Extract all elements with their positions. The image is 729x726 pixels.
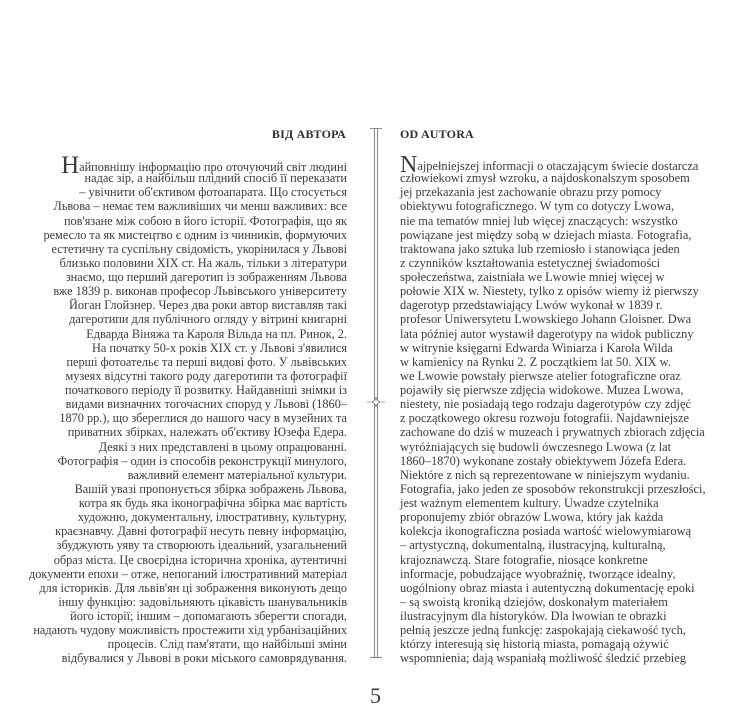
text-line-content: початкового періоду її розвитку. Найдавніші знімки із [65,383,347,397]
text-line [29,228,347,242]
text-line [400,609,706,623]
text-line-content: приватних збірках, належать об'єктиву Юзефа Едера. [67,425,347,440]
text-line [29,567,347,581]
text-line [29,298,347,312]
text-line-content: На початку 50-х років XIX ст. у Львові з'явилися [92,340,347,355]
text-line [400,383,706,397]
text-line [29,496,347,510]
text-line-content: айповнішу інформацію про оточуючий світ людині [79,160,347,174]
text-line-content: Niektóre z nich są reprezentowane w niniejszym wydaniu. [400,467,690,482]
text-line [29,411,347,425]
text-line-content: пов'язане між собою в його історії. Фотографія, що як [63,213,347,228]
text-line [400,440,706,454]
text-line [29,185,347,199]
text-line-content: – są swoistą kroniką dziejów, doskonałym materiałem [400,594,668,609]
text-line [400,454,706,468]
text-line [400,270,706,284]
text-line [400,425,706,439]
text-line [29,482,347,496]
text-line [29,383,347,397]
text-line-content: образ міста. Це своєрідна історична хроніка, аутентичні [53,552,347,567]
text-line [400,228,706,242]
text-line [400,637,706,651]
text-line [400,651,706,665]
text-line-content: powiązane jest między sobą w dziejach miasta. Fotografia, [400,227,692,242]
text-line-content: іншу функцію: задовільняють цікавість шанувальників [58,594,347,609]
drop-cap: Н [61,152,80,179]
text-line-content: połowie XIX w. Niestety, tylko z opisów wiemy iż pierwszy [400,284,699,299]
text-line [400,510,706,524]
divider-ornament-icon [367,396,385,408]
text-line-content: informacje, pobudzające wyobraźnię, tworzące idealny, [400,566,676,581]
text-line-content: w witrynie księgarni Edwarda Winiarza i Karola Wilda [400,340,673,355]
drop-cap: N [400,152,418,178]
text-line-content: lata później autor wystawił dagerotypy na widok publiczny [400,326,694,341]
text-line-content: 1870 рр.), що збереглися до нашого часу в музейних та [59,411,347,426]
text-line [29,327,347,341]
text-line [29,538,347,552]
text-line [400,581,706,595]
text-line-content: profesor Uniwersytetu Lwowskiego Johann Gloisner. Dwa [400,312,692,327]
text-line-content: Едварда Віняжа та Кароля Вільда на пл. Ринок, 2. [86,326,347,341]
text-line [29,397,347,411]
text-line-content: społeczeństwa, zaistniała we Lwowie mniej więcej w [400,270,665,284]
text-line-content: uogólniony obraz miasta i autentyczną dokumentację epoki [400,580,695,595]
text-line-content: надає зір, а найбільш плідний спосіб її переказати [84,171,347,186]
text-line [400,524,706,538]
text-line-content: proponujemy zbiór obrazów Lwowa, który jak każda [400,510,664,525]
text-line-content: wspomnienia; dają wspaniałą możliwość śledzić przebieg [400,651,686,666]
text-line [29,524,347,538]
text-line [400,369,706,383]
text-line-content: надають чудову можливість простежити хід урбанізаційних [33,623,347,638]
text-line [29,637,347,651]
text-line-content: документи епохи – отже, непоганий ілюстративний матеріал [28,566,347,581]
text-line [400,214,706,228]
text-line-content: естетичну та суспільну свідомість, укорінилася у Львові [51,241,347,256]
text-line [400,199,706,213]
divider-top-cap [370,128,382,129]
text-line [29,553,347,567]
text-line-content: процесів. Слід пам'ятати, що найбільші зміни [107,637,347,652]
divider-bottom-cap [370,657,382,658]
text-line [400,595,706,609]
divider-rule-left [374,128,375,658]
text-line-content: jej przekazania jest zachowanie obrazu przy pomocy [400,185,662,200]
text-line [29,341,347,355]
text-line-content: 1860–1870) wykonane zostały obiektywem Józefa Edera. [400,453,687,468]
text-line-content: Fotografia, jako jeden ze sposobów rekonstrukcji przeszłości, [400,481,706,496]
text-line-content: знаємо, що перший дагеротип із зображенням Львова [65,270,347,284]
text-line [400,152,706,178]
text-line-content: człowiekowi zmysł wzroku, a najdoskonalszym sposobem [400,171,690,186]
text-line-content: we Lwowie powstały pierwsze atelier fotograficzne oraz [400,368,681,383]
text-line-content: збуджують уяву та створюють ідеальний, узагальнений [56,538,347,553]
text-line [400,327,706,341]
text-line-content: краєзнавчу. Давні фотографії несуть певну інформацію, [55,524,347,539]
text-line-content: його історії; іншим – допомагають зберегти спогади, [70,609,347,623]
text-line-content: obiektywu fotograficznego. W tym co dotyczy Lwowa, [400,199,675,214]
heading-ukrainian: ВІД АВТОРА [271,127,346,141]
text-line [400,355,706,369]
text-line-content: Вашій увазі пропонується збірка зображень Львова, [74,481,347,496]
text-line [29,369,347,383]
text-line [29,284,347,298]
text-line [400,538,706,552]
text-line-content: z czynników kształtowania estetycznej świadomości [400,255,661,270]
text-line [400,397,706,411]
text-line-content: z początkowego okresu rozwoju fotografii. Najdawniejsze [400,411,690,426]
text-line-content: kolekcja ikonograficzna posiada wartość wielowymiarową [400,524,692,539]
text-line-content: близько половини XIX ст. На жаль, тільки з літератури [59,255,347,270]
text-line-content: котра як будь яка іконографічна збірка має вартість [78,496,347,510]
text-line [29,312,347,326]
text-line-content: відбувалися у Львові в роки міського самоврядування. [61,651,347,666]
text-line [400,284,706,298]
text-line-content: niestety, nie posiadają tego rodzaju dagerotypów czy zdjęć [400,397,691,412]
column-polish-text [400,152,706,666]
text-line-content: ilustracyjnym dla historyków. Dla lwowian te obrazki [400,609,667,623]
text-line [400,256,706,270]
text-line [29,440,347,454]
text-line-content: вже 1839 р. виконав професор Львівського університету [53,284,347,299]
text-line-content: pojawiły się pierwsze zdjęcia widokowe. Muzea Lwowa, [400,383,684,397]
text-line-content: ремесло та як мистецтво є одним із чинників, формуючих [43,227,347,242]
text-line-content: – artystyczną, dokumentalną, ilustracyjną, kulturalną, [400,538,666,553]
text-line-content: видами визначних тогочасних споруд у Львові (1860– [65,397,347,412]
text-line-content: Львова – немає тем важливіших чи менш важливих: все [53,199,347,214]
page-number: 5 [370,683,381,708]
text-line-content: nie ma tematów mniej lub więcej znaczących: wszystko [400,213,678,228]
text-line [29,270,347,284]
text-line-content: художню, документальну, ілюстративну, культурну, [77,510,347,525]
text-line-content: zachowane do dziś w muzeach i prywatnych zbiorach zdjęcia [400,425,705,440]
text-line [400,496,706,510]
text-line-content: перші фотоательє та перші видові фото. У львівських [66,354,347,369]
heading-polish: OD AUTORA [400,127,474,141]
text-line [29,425,347,439]
text-line-content: Деякі з них представлені в цьому опрацюванні. [98,439,347,454]
text-line [400,553,706,567]
text-line [29,242,347,256]
text-line-content: Фотографія – один із способів реконструкції минулого, [57,453,347,468]
text-line [29,468,347,482]
text-line-content: jest ważnym elementem kultury. Uwadze czytelnika [400,496,659,510]
text-line-content: w kamienicy na Rynku 2. Z początkiem lat 50. XIX w. [400,354,671,369]
center-divider [369,128,383,658]
text-line [400,312,706,326]
text-line [29,214,347,228]
text-line [400,623,706,637]
text-line [400,341,706,355]
text-line-content: важливий елемент матеріальної культури. [127,467,347,482]
text-line [400,468,706,482]
text-line [400,411,706,425]
text-line [400,482,706,496]
text-line [400,185,706,199]
text-line-content: – увічнити об'єктивом фотоапарата. Що стосується [79,185,347,200]
text-line [29,355,347,369]
text-line [29,581,347,595]
divider-rule-right [377,128,378,658]
text-line [29,651,347,665]
text-line-content: którzy interesują się historią miasta, pomagają ożywić [400,637,669,652]
text-line-content: dagerotyp przedstawiający Lwów wykonał w 1839 r. [400,298,663,313]
text-line [29,454,347,468]
text-line [400,298,706,312]
text-line [29,199,347,213]
text-line [29,595,347,609]
text-line [400,171,706,185]
text-line [29,609,347,623]
text-line [29,623,347,637]
text-line-content: wyróżniających się budowli ówczesnego Lwowa (z lat [400,439,672,454]
text-line-content: pełnią jeszcze jedną funkcję: zaspokajają ciekawość tych, [400,623,686,638]
text-line-content: дагеротипи для публічного огляду у вітрині книгарні [69,312,347,327]
text-line [29,510,347,524]
column-ukrainian-text [28,152,347,666]
text-line-content: ajpełniejszej informacji o otaczającym świecie dostarcza [417,159,699,173]
text-line [400,242,706,256]
text-line-content: Йоган Глойзнер. Через два роки автор виставляв такі [69,298,347,313]
text-line-content: traktowana jako sztuka lub rzemiosło i stanowiąca jeden [400,241,680,256]
text-line-content: krajoznawczą. Stare fotografie, niosące konkretne [400,552,648,567]
text-line-content: музеях відсутні такого роду дагеротипи та фотографії [65,368,347,383]
text-line [400,567,706,581]
text-line [29,256,347,270]
text-line-content: для істориків. Для львів'ян ці зображення виконують дещо [39,580,347,595]
